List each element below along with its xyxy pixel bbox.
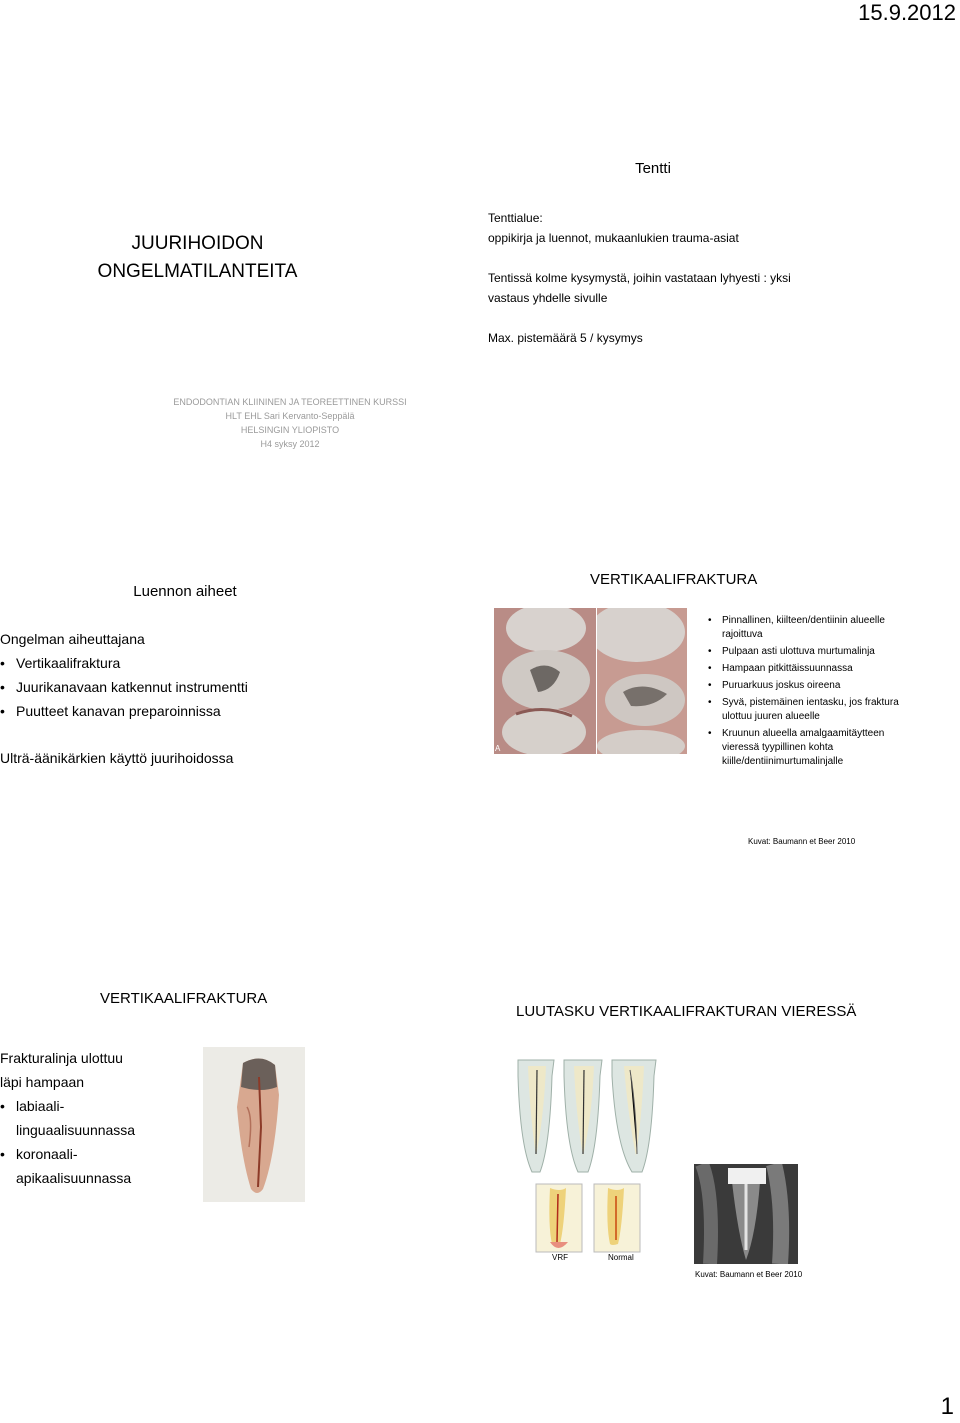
topics-heading: Luennon aiheet [133, 583, 237, 600]
exam-questions-line1: Tentissä kolme kysymystä, joihin vastataan lyhyesti : yksi [488, 271, 791, 285]
pocket-credit: Kuvat: Baumann et Beer 2010 [695, 1270, 803, 1279]
vf2-line2: läpi hampaan [0, 1074, 85, 1090]
topic-item: • Vertikaalifraktura [0, 651, 300, 675]
topic-item: • Juurikanavaan katkennut instrumentti [0, 675, 300, 699]
course-name: ENDODONTIAN KLIININEN JA TEOREETTINEN KURSSI [173, 397, 407, 407]
tooth-amalgam-photo-icon [494, 608, 596, 754]
lecture-title-line1: JUURIHOIDON [131, 233, 264, 254]
vf1-bullet: • Syvä, pistemäinen ientasku, jos fraktura ulottuu juuren alueelle [708, 696, 900, 724]
topics-intro: Ongelman aiheuttajana [0, 631, 145, 647]
lecture-subtitle [140, 395, 440, 451]
photo-label: A [495, 744, 501, 753]
exam-area-label: Tenttialue: [488, 211, 543, 225]
vf2-heading: VERTIKAALIFRAKTURA [100, 990, 268, 1007]
vf2-item-line: apikaalisuunnassa [16, 1170, 132, 1186]
university: HELSINGIN YLIOPISTO [240, 425, 340, 435]
vf1-bullet: • Hampaan pitkittäissuunnassa [708, 662, 900, 676]
lecture-title [60, 230, 335, 286]
term: H4 syksy 2012 [260, 439, 320, 449]
vf2-item [0, 1094, 200, 1142]
vf1-bullet-list [708, 614, 900, 772]
tooth-side-photo-icon [597, 608, 687, 754]
tooth-diagram-icon [506, 1056, 671, 1266]
exam-max-points: Max. pistemäärä 5 / kysymys [488, 331, 643, 345]
exam-area-text: oppikirja ja luennot, mukaanlukien trauma-asiat [488, 231, 739, 245]
label-vrf: VRF [552, 1253, 568, 1262]
vf1-credit: Kuvat: Baumann et Beer 2010 [748, 837, 856, 846]
pocket-heading: LUUTASKU VERTIKAALIFRAKTURAN VIERESSÄ [516, 1003, 857, 1020]
vf1-bullet: • Pulpaan asti ulottuva murtumalinja [708, 645, 900, 659]
topics-list [0, 627, 300, 770]
vf1-bullet: • Puruarkuus joskus oireena [708, 679, 900, 693]
lecturer: HLT EHL Sari Kervanto-Seppälä [225, 411, 355, 421]
page-date: 15.9.2012 [858, 0, 956, 25]
vf2-line1: Frakturalinja ulottuu [0, 1050, 123, 1066]
page-number: 1 [940, 1393, 954, 1420]
vf1-bullet: • Pinnallinen, kiilteen/dentiinin alueelle rajoittuva [708, 614, 900, 642]
vf2-item-line: linguaalisuunnassa [16, 1122, 136, 1138]
exam-info [488, 208, 928, 348]
vf2-item-line: • koronaali- [16, 1146, 78, 1162]
extracted-tooth-photo-icon [203, 1047, 305, 1202]
lecture-title-line2: ONGELMATILANTEITA [97, 261, 298, 282]
exam-heading: Tentti [635, 160, 671, 177]
label-normal: Normal [608, 1253, 634, 1262]
vf1-bullet: • Kruunun alueella amalgaamitäytteen vieressä tyypillinen kohta kiille/dentiinimurtumalinjalle [708, 727, 900, 769]
vf2-text [0, 1046, 200, 1190]
topic-item: • Puutteet kanavan preparoinnissa [0, 699, 300, 723]
vf1-heading: VERTIKAALIFRAKTURA [590, 571, 758, 588]
exam-questions-line2: vastaus yhdelle sivulle [488, 291, 608, 305]
vf2-item-line: • labiaali- [16, 1098, 65, 1114]
xray-image-icon [694, 1164, 798, 1264]
topics-outro: Ulträ-äänikärkien käyttö juurihoidossa [0, 750, 234, 766]
vf2-item [0, 1142, 200, 1190]
